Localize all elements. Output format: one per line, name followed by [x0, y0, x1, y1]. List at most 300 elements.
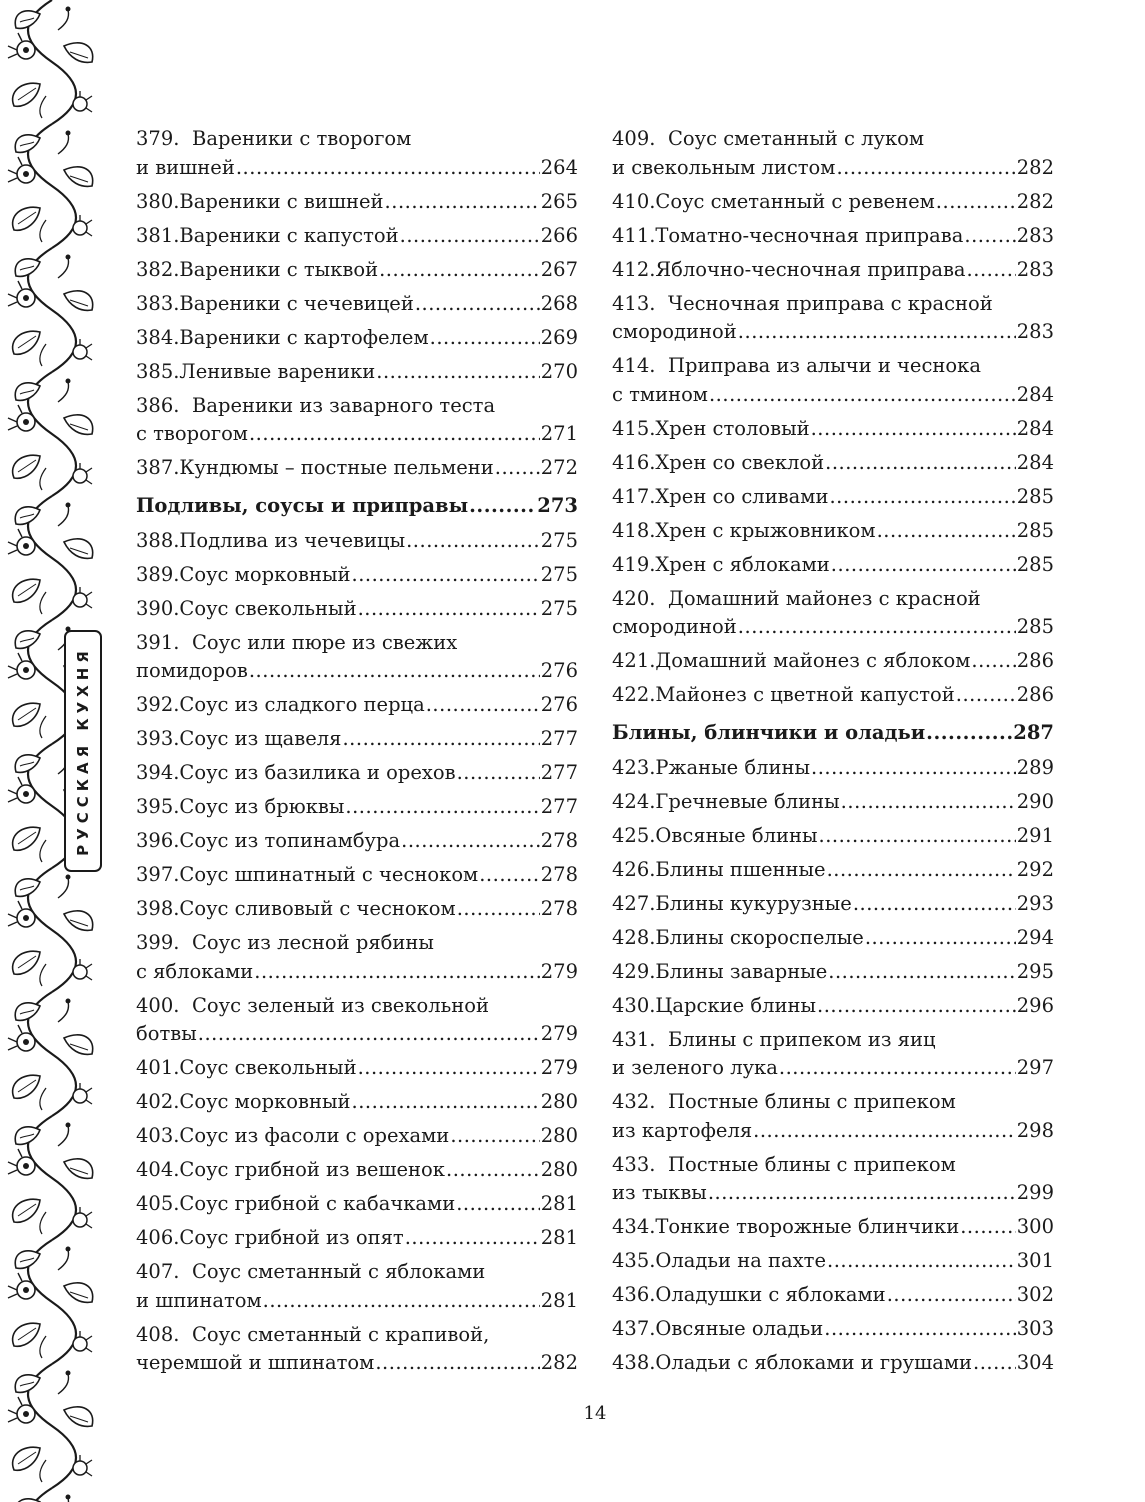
entry-title: Соус из базилика и орехов [179, 761, 456, 784]
entry-title: Хрен с яблоками [655, 552, 830, 576]
entry-number: 429. [612, 959, 656, 983]
toc-entry [612, 1151, 1054, 1208]
entry-title: Соус из лесной рябины [192, 931, 434, 954]
entry-first-line [612, 1026, 1054, 1055]
entry-title: Блины заварные [655, 959, 828, 983]
entry-page: 272 [540, 456, 578, 479]
entry-number: 411. [612, 223, 656, 247]
entry-title: Оладушки с яблоками [655, 1283, 886, 1306]
entry-title: Приправа из алычи и чеснока [668, 354, 981, 377]
entry-title: Кундюмы – постные пельмени [179, 456, 494, 479]
entry-line [612, 1281, 1054, 1310]
entry-line [136, 793, 578, 822]
entry-title: Тонкие творожные блинчики [655, 1215, 960, 1238]
toc-entry [612, 188, 1054, 217]
entry-number: 428. [612, 925, 656, 949]
entry-line [136, 1156, 578, 1185]
toc-entry [136, 561, 578, 590]
entry-number: 395. [136, 795, 180, 818]
entry-number: 401. [136, 1056, 180, 1079]
entry-page: 270 [540, 359, 578, 383]
leader-dots [379, 256, 540, 285]
leader-dots [385, 188, 540, 217]
toc-entry [136, 1321, 578, 1378]
leader-dots [400, 222, 540, 251]
entry-line [612, 483, 1054, 512]
entry-title-continued: с яблоками [136, 959, 254, 983]
toc-entry [612, 585, 1054, 642]
leader-dots [198, 1020, 540, 1049]
entry-page: 275 [540, 562, 578, 586]
entry-title: Чесночная приправа с красной [668, 291, 993, 315]
leader-dots [887, 1281, 1016, 1310]
entry-last-line [136, 958, 578, 987]
section-page: 287 [1013, 720, 1054, 744]
entry-title: Вареники с творогом [192, 127, 412, 150]
section-title: Блины, блинчики и оладьи [612, 720, 926, 744]
entry-number: 431. [612, 1027, 656, 1051]
entry-line [612, 754, 1054, 783]
entry-number: 413. [612, 291, 656, 315]
entry-page: 283 [1016, 223, 1054, 247]
entry-last-line [612, 381, 1054, 410]
entry-page: 278 [540, 897, 578, 920]
leader-dots [811, 415, 1016, 444]
leader-dots [254, 958, 539, 987]
entry-page: 289 [1016, 755, 1054, 779]
entry-number: 419. [612, 552, 656, 576]
toc-entry [136, 691, 578, 720]
entry-line [136, 561, 578, 590]
entry-page: 278 [540, 829, 578, 852]
entry-title: Соус из щавеля [179, 727, 342, 750]
entry-number: 409. [612, 127, 656, 150]
toc-entry [612, 517, 1054, 546]
entry-page: 269 [540, 325, 578, 349]
entry-line [136, 725, 578, 754]
entry-title: Яблочно-чесночная приправа [655, 257, 966, 281]
entry-last-line [612, 613, 1054, 642]
entry-first-line [612, 585, 1054, 614]
entry-title: Блины кукурузные [655, 891, 852, 915]
entry-page: 292 [1016, 857, 1054, 881]
toc-column-left [136, 125, 578, 1383]
entry-number: 392. [136, 693, 180, 716]
entry-first-line [612, 125, 1054, 154]
leader-dots [738, 318, 1016, 347]
entry-title: Домашний майонез с красной [668, 586, 981, 610]
toc-entry [612, 483, 1054, 512]
entry-number: 379. [136, 127, 180, 150]
entry-line [136, 1088, 578, 1117]
entry-number: 389. [136, 562, 180, 586]
leader-dots [779, 1054, 1016, 1083]
entry-title: Блины скороспелые [655, 925, 864, 949]
toc-entry [612, 958, 1054, 987]
entry-line [136, 454, 578, 483]
leader-dots [831, 551, 1016, 580]
entry-title: Соус из фасоли с орехами [179, 1124, 450, 1147]
leader-dots [358, 595, 540, 624]
entry-last-line [136, 1020, 578, 1049]
leader-dots [828, 958, 1016, 987]
entry-last-line [136, 154, 578, 183]
entry-line [612, 647, 1054, 676]
entry-title: Соус зеленый из свекольной [192, 993, 490, 1017]
entry-number: 404. [136, 1158, 180, 1181]
leader-dots [352, 1088, 540, 1117]
toc-entry [136, 895, 578, 924]
entry-title-continued: смородиной [612, 320, 737, 343]
toc-entry [136, 1156, 578, 1185]
entry-page: 280 [540, 1158, 578, 1181]
entry-title: Хрен столовый [655, 416, 810, 440]
toc-entry [612, 1247, 1054, 1276]
leader-dots [426, 691, 540, 720]
entry-page: 300 [1016, 1215, 1054, 1238]
entry-first-line [136, 929, 578, 958]
entry-first-line [136, 992, 578, 1021]
toc-entry [136, 358, 578, 387]
entry-line [612, 517, 1054, 546]
entry-number: 427. [612, 891, 656, 915]
entry-page: 282 [540, 1351, 578, 1374]
entry-page: 278 [540, 863, 578, 886]
entry-number: 398. [136, 897, 180, 920]
entry-line [136, 1190, 578, 1219]
entry-line [136, 759, 578, 788]
entry-number: 402. [136, 1090, 180, 1113]
toc-entry [136, 595, 578, 624]
entry-page: 290 [1016, 789, 1054, 813]
entry-page: 297 [1016, 1056, 1054, 1079]
leader-dots [964, 222, 1015, 251]
entry-number: 426. [612, 857, 656, 881]
leader-dots [708, 1179, 1016, 1208]
toc-entry [612, 290, 1054, 347]
leader-dots [967, 256, 1016, 285]
entry-line [136, 1054, 578, 1083]
toc-entry [136, 125, 578, 182]
entry-line [136, 691, 578, 720]
entry-page: 284 [1016, 416, 1054, 440]
entry-first-line [612, 290, 1054, 319]
entry-number: 412. [612, 257, 656, 281]
leader-dots [469, 492, 536, 520]
entry-line [136, 527, 578, 556]
toc-entry [612, 681, 1054, 710]
entry-last-line [612, 318, 1054, 347]
entry-number: 396. [136, 829, 180, 852]
entry-title: Блины пшенные [655, 857, 826, 881]
entry-page: 280 [540, 1124, 578, 1147]
leader-dots [375, 1349, 539, 1378]
entry-page: 298 [1016, 1118, 1054, 1142]
leader-dots [827, 1247, 1016, 1276]
leader-dots [342, 725, 539, 754]
leader-dots [936, 188, 1016, 217]
entry-title: Соус сметанный с крапивой, [192, 1322, 490, 1346]
toc-entry [612, 924, 1054, 953]
leader-dots [249, 657, 540, 686]
entry-page: 275 [540, 596, 578, 620]
entry-title-continued: и зеленого лука [612, 1056, 778, 1079]
entry-title-continued: черемшой и шпинатом [136, 1351, 375, 1374]
entry-page: 285 [1016, 518, 1054, 542]
leader-dots [249, 420, 540, 449]
entry-page: 282 [1016, 155, 1054, 179]
entry-page: 276 [540, 693, 578, 716]
leader-dots [853, 890, 1016, 919]
entry-number: 388. [136, 528, 180, 552]
entry-page: 267 [540, 257, 578, 281]
entry-line [612, 958, 1054, 987]
leader-dots [827, 856, 1016, 885]
leader-dots [358, 1054, 540, 1083]
toc-entry [612, 1349, 1054, 1378]
toc-entry [612, 125, 1054, 182]
entry-line [612, 188, 1054, 217]
entry-title-continued: помидоров [136, 659, 248, 682]
toc-entry [612, 1088, 1054, 1145]
toc-entry [612, 551, 1054, 580]
entry-number: 433. [612, 1152, 656, 1176]
entry-number: 407. [136, 1260, 180, 1283]
entry-title: Постные блины с припеком [668, 1152, 956, 1176]
toc-entry [136, 188, 578, 217]
leader-dots [926, 719, 1012, 747]
entry-page: 295 [1016, 959, 1054, 983]
entry-title-continued: смородиной [612, 615, 737, 638]
toc-entry [136, 929, 578, 986]
leader-dots [495, 454, 540, 483]
entry-title: Соус из брюквы [179, 795, 345, 818]
entry-first-line [136, 125, 578, 154]
leader-dots [811, 754, 1016, 783]
leader-dots [446, 1156, 540, 1185]
entry-line [612, 415, 1054, 444]
entry-page: 293 [1016, 891, 1054, 915]
entry-title: Вареники с чечевицей [179, 291, 414, 315]
leader-dots [401, 827, 540, 856]
toc-entry [612, 1281, 1054, 1310]
toc-entry [612, 822, 1054, 851]
entry-title: Постные блины с припеком [668, 1090, 956, 1113]
entry-number: 422. [612, 683, 656, 706]
toc-entry [612, 1026, 1054, 1083]
entry-title: Ленивые вареники [179, 359, 376, 383]
spine-title: РУССКАЯ КУХНЯ [74, 646, 92, 856]
entry-title: Ржаные блины [655, 755, 811, 779]
entry-line [612, 551, 1054, 580]
entry-page: 271 [540, 422, 578, 445]
toc-entry [136, 629, 578, 686]
toc-entry [136, 992, 578, 1049]
toc-entry [612, 449, 1054, 478]
entry-number: 386. [136, 393, 180, 417]
entry-page: 299 [1016, 1181, 1054, 1204]
entry-last-line [612, 154, 1054, 183]
entry-number: 434. [612, 1215, 656, 1238]
leader-dots [456, 1190, 540, 1219]
toc-entry [612, 222, 1054, 251]
entry-number: 437. [612, 1317, 656, 1340]
toc-entry [136, 324, 578, 353]
leader-dots [960, 1213, 1016, 1242]
entry-title: Овсяные блины [655, 823, 818, 847]
entry-page: 294 [1016, 925, 1054, 949]
entry-title-continued: с тмином [612, 382, 708, 406]
entry-last-line [612, 1179, 1054, 1208]
entry-title-continued: из картофеля [612, 1118, 753, 1142]
toc-entry [612, 415, 1054, 444]
toc-entry [612, 352, 1054, 409]
toc-entry [136, 1190, 578, 1219]
entry-title: Соус грибной с кабачками [179, 1192, 456, 1215]
entry-line [612, 222, 1054, 251]
toc-entry [612, 256, 1054, 285]
leader-dots [345, 793, 539, 822]
entry-title: Соус сливовый с чесноком [179, 897, 456, 920]
leader-dots [825, 449, 1016, 478]
section-heading [612, 719, 1054, 747]
entry-page: 277 [540, 761, 578, 784]
entry-number: 380. [136, 189, 180, 213]
leader-dots [973, 1349, 1016, 1378]
entry-title: Хрен со сливами [655, 484, 829, 508]
entry-number: 436. [612, 1283, 656, 1306]
entry-page: 301 [1016, 1249, 1054, 1272]
toc-entry [136, 1122, 578, 1151]
leader-dots [817, 992, 1016, 1021]
entry-last-line [136, 657, 578, 686]
entry-page: 282 [1016, 189, 1054, 213]
entry-number: 415. [612, 416, 656, 440]
entry-last-line [136, 1287, 578, 1316]
toc-entry [136, 1224, 578, 1253]
leader-dots [971, 647, 1015, 676]
entry-title: Соус свекольный [179, 596, 357, 620]
leader-dots [956, 681, 1016, 710]
entry-title: Вареники с картофелем [179, 325, 429, 349]
entry-number: 416. [612, 450, 656, 474]
entry-line [136, 188, 578, 217]
entry-number: 400. [136, 993, 180, 1017]
entry-number: 405. [136, 1192, 180, 1215]
toc-entry [136, 290, 578, 319]
entry-page: 285 [1016, 484, 1054, 508]
toc-entry [136, 222, 578, 251]
toc-entry [136, 793, 578, 822]
leader-dots [263, 1287, 540, 1316]
toc-entry [136, 527, 578, 556]
entry-first-line [136, 392, 578, 421]
entry-number: 438. [612, 1351, 656, 1374]
toc-entry [136, 725, 578, 754]
entry-title: Соус из сладкого перца [179, 693, 425, 716]
entry-line [136, 324, 578, 353]
toc-entry [136, 392, 578, 449]
entry-number: 391. [136, 630, 180, 654]
toc-entry [612, 647, 1054, 676]
entry-number: 399. [136, 931, 180, 954]
entry-title: Оладьи на пахте [655, 1249, 827, 1272]
leader-dots [753, 1117, 1016, 1146]
section-title: Подливы, соусы и приправы [136, 493, 469, 517]
entry-title-continued: и шпинатом [136, 1288, 262, 1312]
entry-page: 296 [1016, 993, 1054, 1017]
leader-dots [841, 788, 1016, 817]
entry-page: 291 [1016, 823, 1054, 847]
entry-title-continued: и свекольным листом [612, 155, 836, 179]
entry-line [136, 827, 578, 856]
entry-line [136, 1122, 578, 1151]
toc-entry [136, 759, 578, 788]
entry-page: 302 [1016, 1283, 1054, 1306]
entry-title: Царские блины [655, 993, 817, 1017]
entry-line [612, 1315, 1054, 1344]
entry-page: 265 [540, 189, 578, 213]
entry-number: 421. [612, 649, 656, 672]
entry-page: 277 [540, 727, 578, 750]
entry-number: 430. [612, 993, 656, 1017]
entry-page: 276 [540, 659, 578, 682]
entry-number: 384. [136, 325, 180, 349]
entry-title: Блины с припеком из яиц [668, 1027, 936, 1051]
toc-entry [136, 1088, 578, 1117]
entry-title: Вареники с вишней [179, 189, 384, 213]
leader-dots [376, 358, 539, 387]
entry-title: Вареники с капустой [179, 223, 399, 247]
entry-number: 425. [612, 823, 656, 847]
entry-title: Домашний майонез с яблоком [655, 649, 971, 672]
toc-entry [612, 788, 1054, 817]
toc-entry [612, 754, 1054, 783]
entry-page: 283 [1016, 320, 1054, 343]
entry-title: Хрен со свеклой [655, 450, 825, 474]
entry-title: Гречневые блины [655, 789, 840, 813]
leader-dots [738, 613, 1016, 642]
leader-dots [352, 561, 540, 590]
leader-dots [829, 483, 1015, 512]
entry-last-line [612, 1054, 1054, 1083]
entry-title: Вареники с тыквой [179, 257, 379, 281]
entry-line [612, 256, 1054, 285]
entry-title: Соус сметанный с луком [668, 127, 925, 150]
entry-title: Майонез с цветной капустой [655, 683, 955, 706]
entry-page: 304 [1016, 1351, 1054, 1374]
toc-entry [612, 890, 1054, 919]
entry-number: 423. [612, 755, 656, 779]
toc-entry [136, 861, 578, 890]
leader-dots [819, 822, 1016, 851]
toc-entry [612, 992, 1054, 1021]
entry-first-line [612, 1088, 1054, 1117]
entry-line [612, 681, 1054, 710]
entry-title: Соус сметанный с яблоками [192, 1260, 486, 1283]
leader-dots [709, 381, 1016, 410]
entry-line [612, 1349, 1054, 1378]
entry-line [612, 992, 1054, 1021]
toc-entry [136, 256, 578, 285]
leader-dots [236, 154, 540, 183]
entry-title: Соус морковный [179, 1090, 351, 1113]
entry-number: 390. [136, 596, 180, 620]
entry-title: Соус шпинатный с чесноком [179, 863, 479, 886]
toc-entry [136, 827, 578, 856]
entry-title: Соус свекольный [179, 1056, 357, 1079]
entry-last-line [136, 420, 578, 449]
